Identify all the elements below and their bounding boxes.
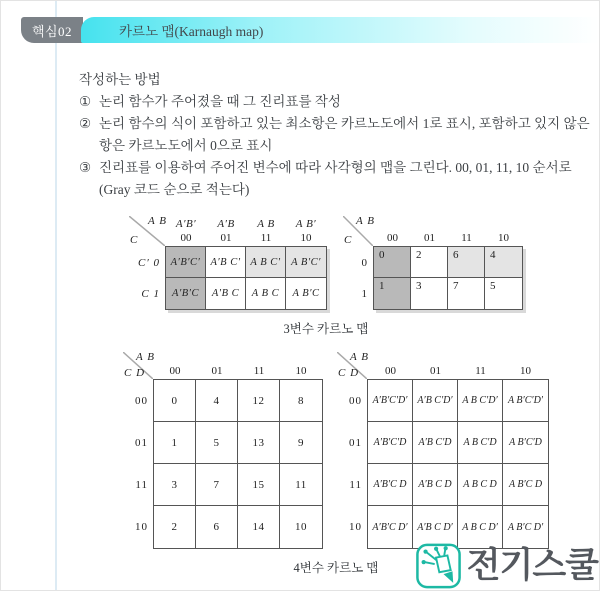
kmap-cell: A′B C′: [206, 247, 246, 278]
col-header: 10: [520, 365, 531, 377]
kmap-corner: [343, 216, 373, 246]
kmap-row-headers: [129, 246, 165, 310]
kmap-row-headers: [337, 379, 367, 549]
col-header: 01: [430, 365, 441, 377]
col-header: A B 11: [257, 218, 275, 244]
kmap-cell: A B′C: [292, 288, 320, 299]
kmap-cell: A′B′C′: [166, 247, 206, 278]
item-text: 진리표를 이용하여 주어진 변수에 따라 사각형의 맵을 그린다. 00, 01, 11, 10 순서로: [99, 160, 572, 175]
kmap-grid: [373, 246, 523, 310]
kmap-cell: 5: [196, 422, 238, 464]
method-heading: 작성하는 방법: [79, 72, 161, 87]
corner-col-vars: A B: [350, 351, 369, 363]
kmap-cell: A B C D′: [458, 506, 503, 548]
kmap-3var-indexes: [343, 216, 523, 310]
col-header: 10: [295, 365, 307, 377]
corner-row-var: C: [130, 234, 139, 246]
col-header: 11: [475, 365, 486, 377]
kmap-cell: 15: [238, 464, 280, 506]
kmap-4var-indexes: [123, 352, 323, 549]
row-header: 11: [135, 479, 148, 491]
kmap-cell: 6: [448, 247, 485, 278]
kmap-cell: 9: [280, 422, 322, 464]
figure-caption-3var: 3변수 카르노 맵: [283, 322, 369, 336]
kmap-cell: 1: [154, 422, 196, 464]
page-title: 카르노 맵(Karnaugh map): [119, 24, 264, 39]
kmap-cell: 13: [238, 422, 280, 464]
kmap-grid: [153, 379, 323, 549]
kmap-corner: [337, 352, 367, 379]
kmap-3var-terms: [129, 216, 327, 310]
kmap-corner: [129, 216, 165, 246]
figure-caption-4var: 4변수 카르노 맵: [293, 561, 379, 575]
kmap-cell: 2: [411, 247, 448, 278]
row-header: 1: [361, 287, 368, 300]
kmap-cell: A B′C D: [503, 464, 548, 506]
item-marker: ②: [79, 116, 92, 131]
corner-col-vars: A B: [148, 215, 167, 227]
row-header: 01: [349, 437, 362, 449]
col-header: 11: [461, 232, 472, 244]
kmap-cell: A′B C D: [413, 464, 458, 506]
kmap-grid: [367, 379, 549, 549]
method-item-3: [79, 157, 590, 201]
figure-3var-kmaps: [129, 216, 523, 337]
kmap-cell: A B′C′D: [503, 422, 548, 464]
kmap-cell: A B C D: [458, 464, 503, 506]
col-header: A B′ 10: [295, 218, 317, 244]
kmap-cell: 6: [196, 506, 238, 548]
kmap-cell: A B′C′D′: [503, 380, 548, 422]
item-marker: ①: [79, 94, 92, 109]
corner-row-var: C: [344, 234, 353, 246]
kmap-cell: A′B′C′D: [368, 422, 413, 464]
row-header: 10: [135, 521, 148, 533]
item-text: 논리 함수가 주어졌을 때 그 진리표를 작성: [99, 94, 341, 109]
row-header: C 1: [141, 287, 160, 300]
kmap-cell: A′B′C: [166, 278, 206, 309]
item-text: 논리 함수의 식이 포함하고 있는 최소항은 카르노도에서 1로 표시, 포함하고 있지 않은: [99, 116, 590, 131]
row-header: 01: [135, 437, 148, 449]
col-header: 00: [385, 365, 396, 377]
kmap-cell: 4: [485, 247, 522, 278]
row-header: 10: [349, 521, 362, 533]
kmap-cell: 4: [196, 380, 238, 422]
item-text: (Gray 코드 순으로 적는다): [99, 182, 250, 197]
col-header: A′B 01: [217, 218, 235, 244]
corner-row-vars: C D: [124, 367, 146, 379]
kmap-grid: [165, 246, 327, 310]
kmap-column-headers: [165, 216, 327, 246]
section-badge: 핵심02: [21, 17, 83, 43]
method-item-1: [79, 91, 590, 113]
kmap-cell: A′B′C D: [368, 464, 413, 506]
kmap-cell: 14: [238, 506, 280, 548]
col-header: 11: [253, 365, 265, 377]
kmap-cell: 7: [448, 278, 485, 309]
item-text: 항은 카르노도에서 0으로 표시: [99, 138, 273, 153]
title-bar: [81, 17, 599, 43]
kmap-cell: A B C′D′: [458, 380, 503, 422]
brand-logo-text: 전기스쿨: [466, 546, 598, 585]
header: [1, 17, 599, 43]
kmap-cell: 2: [154, 506, 196, 548]
col-header: 00: [169, 365, 181, 377]
kmap-cell: A′B′C′D′: [368, 380, 413, 422]
row-header: 0: [361, 256, 368, 269]
kmap-column-headers: [153, 352, 323, 379]
col-header: 10: [498, 232, 509, 244]
kmap-cell: 0: [154, 380, 196, 422]
item-marker: ③: [79, 160, 92, 175]
kmap-4var-terms: [337, 352, 549, 549]
kmap-cell: A B C: [246, 278, 286, 309]
col-header: 01: [211, 365, 223, 377]
brand-logo: [415, 543, 598, 589]
kmap-cell: A B C′D: [458, 422, 503, 464]
kmap-cell: 0: [374, 247, 411, 278]
kmap-cell: 10: [295, 521, 307, 533]
kmap-cell: 3: [411, 278, 448, 309]
margin-guide-line: [55, 1, 57, 590]
kmap-cell: 5: [490, 280, 496, 292]
col-header: A′B′ 00: [175, 218, 197, 244]
kmap-cell: 7: [196, 464, 238, 506]
col-header: 00: [387, 232, 398, 244]
row-header: 00: [349, 395, 362, 407]
row-header: 00: [135, 395, 148, 407]
kmap-cell: A′B C D′: [413, 506, 458, 548]
kmap-cell: A′B′C D′: [368, 506, 413, 548]
kmap-column-headers: [367, 352, 549, 379]
kmap-cell: 8: [280, 380, 322, 422]
pencil-circuit-icon: [415, 543, 462, 589]
kmap-cell: A′B C′D′: [413, 380, 458, 422]
corner-col-vars: A B: [356, 215, 375, 227]
kmap-cell: 3: [154, 464, 196, 506]
kmap-row-headers: [343, 246, 373, 310]
kmap-cell: 11: [280, 464, 322, 506]
row-header: C′ 0: [138, 256, 160, 269]
kmap-cell: 1: [374, 278, 411, 309]
kmap-cell: A B C′: [246, 247, 286, 278]
kmap-cell: A B′C′: [286, 247, 326, 278]
kmap-row-headers: [123, 379, 153, 549]
row-header: 11: [349, 479, 362, 491]
kmap-cell: 12: [238, 380, 280, 422]
corner-col-vars: A B: [136, 351, 155, 363]
kmap-column-headers: [373, 216, 523, 246]
method-item-2: [79, 113, 590, 157]
col-header: 01: [424, 232, 435, 244]
kmap-cell: A B′C D′: [507, 521, 544, 533]
corner-row-vars: C D: [338, 367, 360, 379]
method-section: [79, 69, 590, 201]
kmap-cell: A′B C: [206, 278, 246, 309]
kmap-cell: A′B C′D: [413, 422, 458, 464]
kmap-corner: [123, 352, 153, 379]
